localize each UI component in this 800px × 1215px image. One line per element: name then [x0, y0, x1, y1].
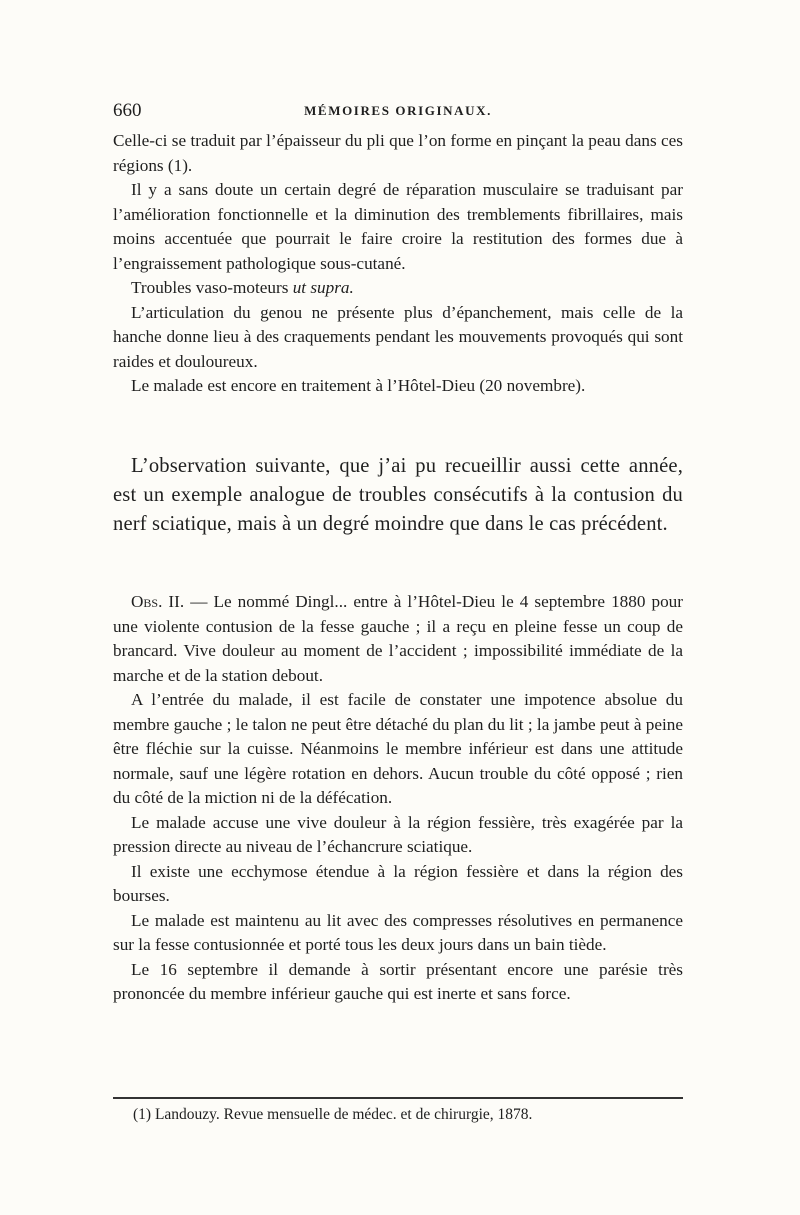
obs-label: Obs. II.	[131, 592, 185, 611]
paragraph-obs-intro	[113, 590, 683, 688]
paragraph-pain: Le malade accuse une vive douleur à la région fessière, très exagérée par la pression directe au niveau de l’échancrure sciatique.	[113, 812, 683, 856]
obs-intro-text: — Le nommé Dingl... entre à l’Hôtel-Dieu le 4 septembre 1880 pour une violente contusion de la fesse gauche ; il a reçu en pleine fesse un coup de brancard. Vive douleur au moment de l’accident ; impossibilité immédiate de la marche et de la station debout.	[113, 592, 683, 685]
page-header	[113, 100, 683, 124]
paragraph-skin-fold: Celle-ci se traduit par l’épaisseur du pli que l’on forme en pinçant la peau dans ces régions (1).	[113, 131, 683, 175]
paragraph-treatment: Le malade est maintenu au lit avec des compresses résolutives en permanence sur la fesse contusionnée et porté tous les deux jours dans un bain tiède.	[113, 910, 683, 954]
paragraph-vasomotor	[113, 276, 683, 301]
vasomotor-italic: ut supra.	[292, 278, 354, 297]
footnote-divider	[113, 1097, 683, 1099]
paragraph-ecchymosis: Il existe une ecchymose étendue à la région fessière et dans la région des bourses.	[113, 861, 683, 905]
observation-two-section	[113, 590, 683, 1007]
paragraph-muscular-repair: Il y a sans doute un certain degré de réparation musculaire se traduisant par l’amélioration fonctionnelle et la diminution des tremblements fibrillaires, mais moins accentuée que pourrait le faire croire la restitution des formes due à l’engraissement pathologique sous-cutané.	[113, 180, 683, 273]
continued-observation-section	[113, 129, 683, 399]
running-title: MÉMOIRES ORIGINAUX.	[304, 103, 492, 118]
page-number: 660	[113, 100, 142, 121]
intro-section	[113, 452, 683, 539]
vasomotor-text: Troubles vaso-moteurs	[131, 278, 293, 297]
paragraph-discharge: Le 16 septembre il demande à sortir présentant encore une parésie très prononcée du membre inférieur gauche qui est inerte et sans force.	[113, 959, 683, 1003]
paragraph-treatment-status: Le malade est encore en traitement à l’Hôtel-Dieu (20 novembre).	[131, 376, 586, 395]
paragraph-joints: L’articulation du genou ne présente plus d’épanchement, mais celle de la hanche donne lieu à des craquements pendant les mouvements provoqués qui sont raides et douloureux.	[113, 302, 683, 371]
paragraph-admission-exam: A l’entrée du malade, il est facile de constater une impotence absolue du membre gauche ; le talon ne peut être détaché du plan du lit ; la jambe peut à peine être fléchie sur la cuisse. Néanmoins le membre inférieur est dans une attitude normale, sauf une légère rotation en dehors. Aucun trouble du côté opposé ; rien du côté de la miction ni de la défécation.	[113, 690, 683, 807]
footnote: (1) Landouzy. Revue mensuelle de médec. et de chirurgie, 1878.	[133, 1106, 533, 1123]
paragraph-next-observation: L’observation suivante, que j’ai pu recueillir aussi cette année, est un exemple analogue de troubles consécutifs à la contusion du nerf sciatique, mais à un degré moindre que dans le cas précédent.	[113, 455, 683, 535]
